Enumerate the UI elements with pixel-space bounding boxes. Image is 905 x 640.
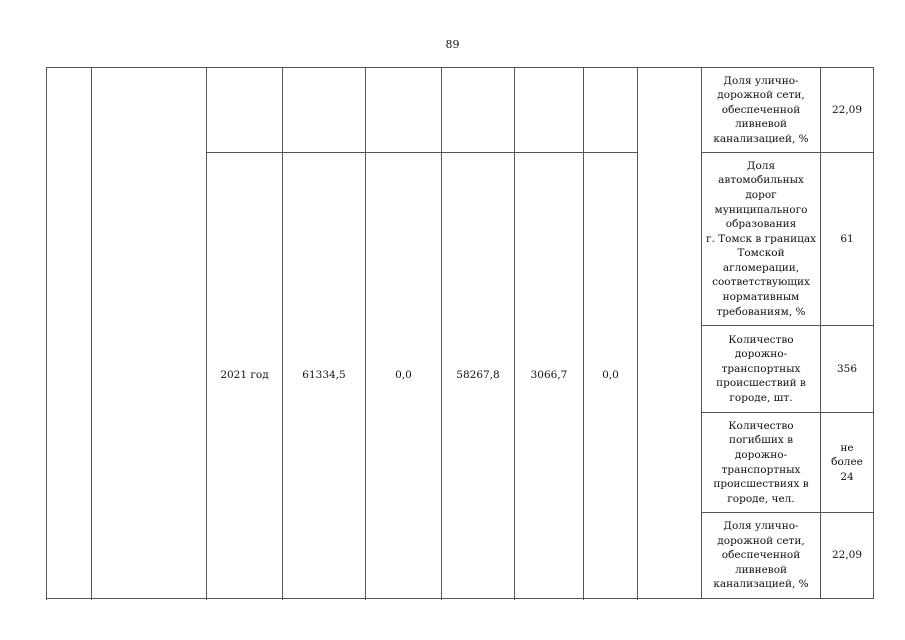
- indicator-value-cell: не более 24: [821, 413, 874, 513]
- indicator-value-cell: 22,09: [821, 68, 874, 153]
- table-row: [47, 68, 874, 153]
- empty-cell-prev-total: [283, 68, 366, 153]
- empty-cell-number: [47, 68, 92, 599]
- indicator-name-cell: Доля улично- дорожной сети, обеспеченной ливневой канализацией, %: [702, 68, 821, 153]
- regional-budget-cell: 58267,8: [442, 153, 515, 599]
- indicator-value-cell: 356: [821, 326, 874, 413]
- empty-cell-name: [92, 68, 207, 599]
- local-budget-cell: 3066,7: [515, 153, 584, 599]
- empty-cell-prev-year: [207, 68, 283, 153]
- indicator-name-cell: Количество дорожно- транспортных происшествий в городе, шт.: [702, 326, 821, 413]
- indicator-name-cell: Количество погибших в дорожно- транспортных происшествиях в городе, чел.: [702, 413, 821, 513]
- total-cell: 61334,5: [283, 153, 366, 599]
- empty-cell-executor: [638, 68, 702, 599]
- empty-cell-prev-federal: [366, 68, 442, 153]
- indicator-value-cell: 61: [821, 153, 874, 326]
- page-number: 89: [445, 38, 460, 51]
- empty-cell-prev-regional: [442, 68, 515, 153]
- empty-cell-prev-extra: [584, 68, 638, 153]
- empty-cell-prev-local: [515, 68, 584, 153]
- program-funding-table: [46, 67, 874, 599]
- indicator-name-cell: Доля автомобильных дорог муниципального образования г. Томск в границах Томской агломерации, соответствующих нормативным требованиям, %: [702, 153, 821, 326]
- federal-budget-cell: 0,0: [366, 153, 442, 599]
- extrabudgetary-cell: 0,0: [584, 153, 638, 599]
- indicator-value-cell: 22,09: [821, 513, 874, 599]
- indicator-name-cell: Доля улично- дорожной сети, обеспеченной ливневой канализацией, %: [702, 513, 821, 599]
- year-cell: 2021 год: [207, 153, 283, 599]
